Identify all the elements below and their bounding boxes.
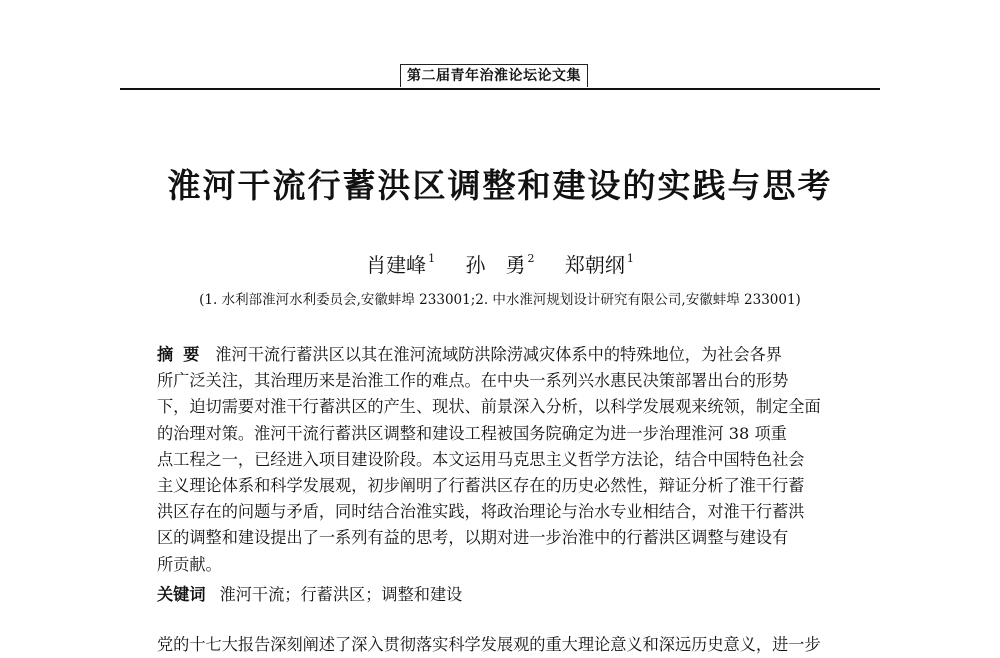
abstract-line: 所广泛关注，其治理历来是治淮工作的难点。在中央一系列兴水惠民决策部署出台的形势 xyxy=(157,371,789,391)
abstract-line: 的治理对策。淮河干流行蓄洪区调整和建设工程被国务院确定为进一步治理淮河 38 项重 xyxy=(157,423,787,443)
keywords xyxy=(157,582,462,608)
affiliation-mark: 2 xyxy=(527,252,535,265)
running-header: 第二届青年治淮论坛论文集 xyxy=(400,64,588,87)
abstract-line xyxy=(157,342,847,368)
abstract-line: 主义理论体系和科学发展观，初步阐明了行蓄洪区存在的历史必然性，辩证分析了淮干行蓄 xyxy=(157,475,805,495)
author-name: 肖建峰 xyxy=(366,253,427,277)
author-name: 郑朝纲 xyxy=(564,253,625,277)
author-name: 孙 勇 xyxy=(465,253,526,277)
affiliation-mark: 1 xyxy=(428,252,436,265)
body-text-cutoff xyxy=(157,632,877,654)
header-rule xyxy=(120,88,880,90)
author xyxy=(466,244,535,280)
author-list xyxy=(0,244,1000,280)
abstract-line: 下，迫切需要对淮干行蓄洪区的产生、现状、前景深入分析，以科学发展观来统领，制定全面 xyxy=(157,397,821,417)
affiliations: (1. 水利部淮河水利委员会,安徽蚌埠 233001;2. 中水淮河规划设计研究有限公司,安徽蚌埠 233001) xyxy=(199,292,801,308)
abstract-line: 洪区存在的问题与矛盾，同时结合治淮实践，将政治理论与治水专业相结合，对淮干行蓄洪 xyxy=(157,502,805,522)
body-text-line: 党的十七大报告深刻阐述了深入贯彻落实科学发展观的重大理论意义和深远历史意义，进一步 xyxy=(157,635,821,654)
affiliation-mark: 1 xyxy=(626,252,634,265)
author xyxy=(565,244,634,280)
abstract-line: 区的调整和建设提出了一系列有益的思考，以期对进一步治淮中的行蓄洪区调整与建设有 xyxy=(157,528,789,548)
keywords-text: 淮河干流；行蓄洪区；调整和建设 xyxy=(219,585,463,604)
abstract-text: 淮河干流行蓄洪区以其在淮河流域防洪除涝减灾体系中的特殊地位，为社会各界 xyxy=(215,345,782,364)
abstract-line: 点工程之一，已经进入项目建设阶段。本文运用马克思主义哲学方法论，结合中国特色社会 xyxy=(157,449,805,469)
article-title: 淮河干流行蓄洪区调整和建设的实践与思考 xyxy=(167,166,833,205)
abstract xyxy=(157,342,847,578)
abstract-label: 摘要 xyxy=(157,345,210,364)
author xyxy=(366,244,435,280)
keywords-label: 关键词 xyxy=(157,585,206,604)
abstract-line: 所贡献。 xyxy=(157,554,222,574)
